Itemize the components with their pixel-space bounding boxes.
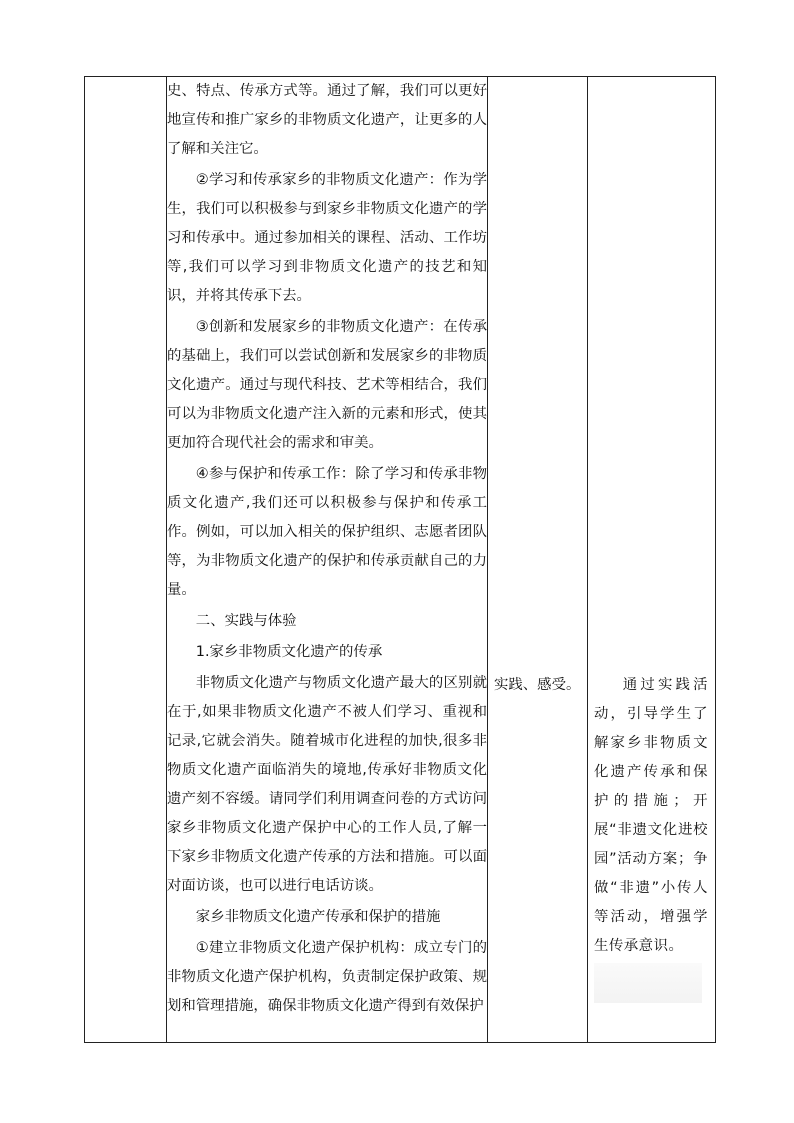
activity-cell [488,77,588,1043]
intent-text: 通过实践活动，引导学生了解家乡非物质文化遗产传承和保护的措施；开展“非遗文化进校园”活动方案；争做“非遗”小传人等活动，增强学生传承意识。 [594,677,708,954]
paragraph-history: 史、特点、传承方式等。通过了解，我们可以更好地宣传和推广家乡的非物质文化遗产，让更多的人了解和关注它。 [167,83,487,157]
section-cell [85,77,167,1043]
paragraph-institution: ①建立非物质文化遗产保护机构：成立专门的非物质文化遗产保护机构，负责制定保护政策、规划和管理措施，确保非物质文化遗产得到有效保护 [167,940,487,1014]
heading-inheritance: 1.家乡非物质文化遗产的传承 [195,644,383,660]
paragraph-learn-inherit: ②学习和传承家乡的非物质文化遗产：作为学生，我们可以积极参与到家乡非物质文化遗产的学习和传承中。通过参加相关的课程、活动、工作坊等,我们可以学习到非物质文化遗产的技艺和知识，并将其传承下去。 [167,172,487,304]
paragraph-difference: 非物质文化遗产与物质文化遗产最大的区别就在于,如果非物质文化遗产不被人们学习、重视和记录,它就会消失。随着城市化进程的加快,很多非物质文化遗产面临消失的境地,传承好非物质文化遗产刻不容缓。请同学们利用调查问卷的方式访问家乡非物质文化遗产保护中心的工作人员,了解一下家乡非物质文化遗产传承的方法和措施。可以面对面访谈，也可以进行电话访谈。 [167,675,487,894]
faint-shading [594,963,702,1003]
intent-cell [588,77,716,1043]
paragraph-innovate: ③创新和发展家乡的非物质文化遗产：在传承的基础上，我们可以尝试创新和发展家乡的非物质文化遗产。通过与现代科技、艺术等相结合，我们可以为非物质文化遗产注入新的元素和形式，使其更加符合现代社会的需求和审美。 [167,319,487,451]
heading-practice: 二、实践与体验 [195,613,297,629]
content-cell [167,77,488,1043]
paragraph-participate: ④参与保护和传承工作：除了学习和传承非物质文化遗产,我们还可以积极参与保护和传承工作。例如，可以加入相关的保护组织、志愿者团队等，为非物质文化遗产的保护和传承贡献自己的力量。 [167,466,487,598]
lesson-plan-table [84,76,716,1043]
activity-text: 实践、感受。 [494,677,581,693]
heading-measures: 家乡非物质文化遗产传承和保护的措施 [195,909,441,925]
table-row [85,77,716,1043]
